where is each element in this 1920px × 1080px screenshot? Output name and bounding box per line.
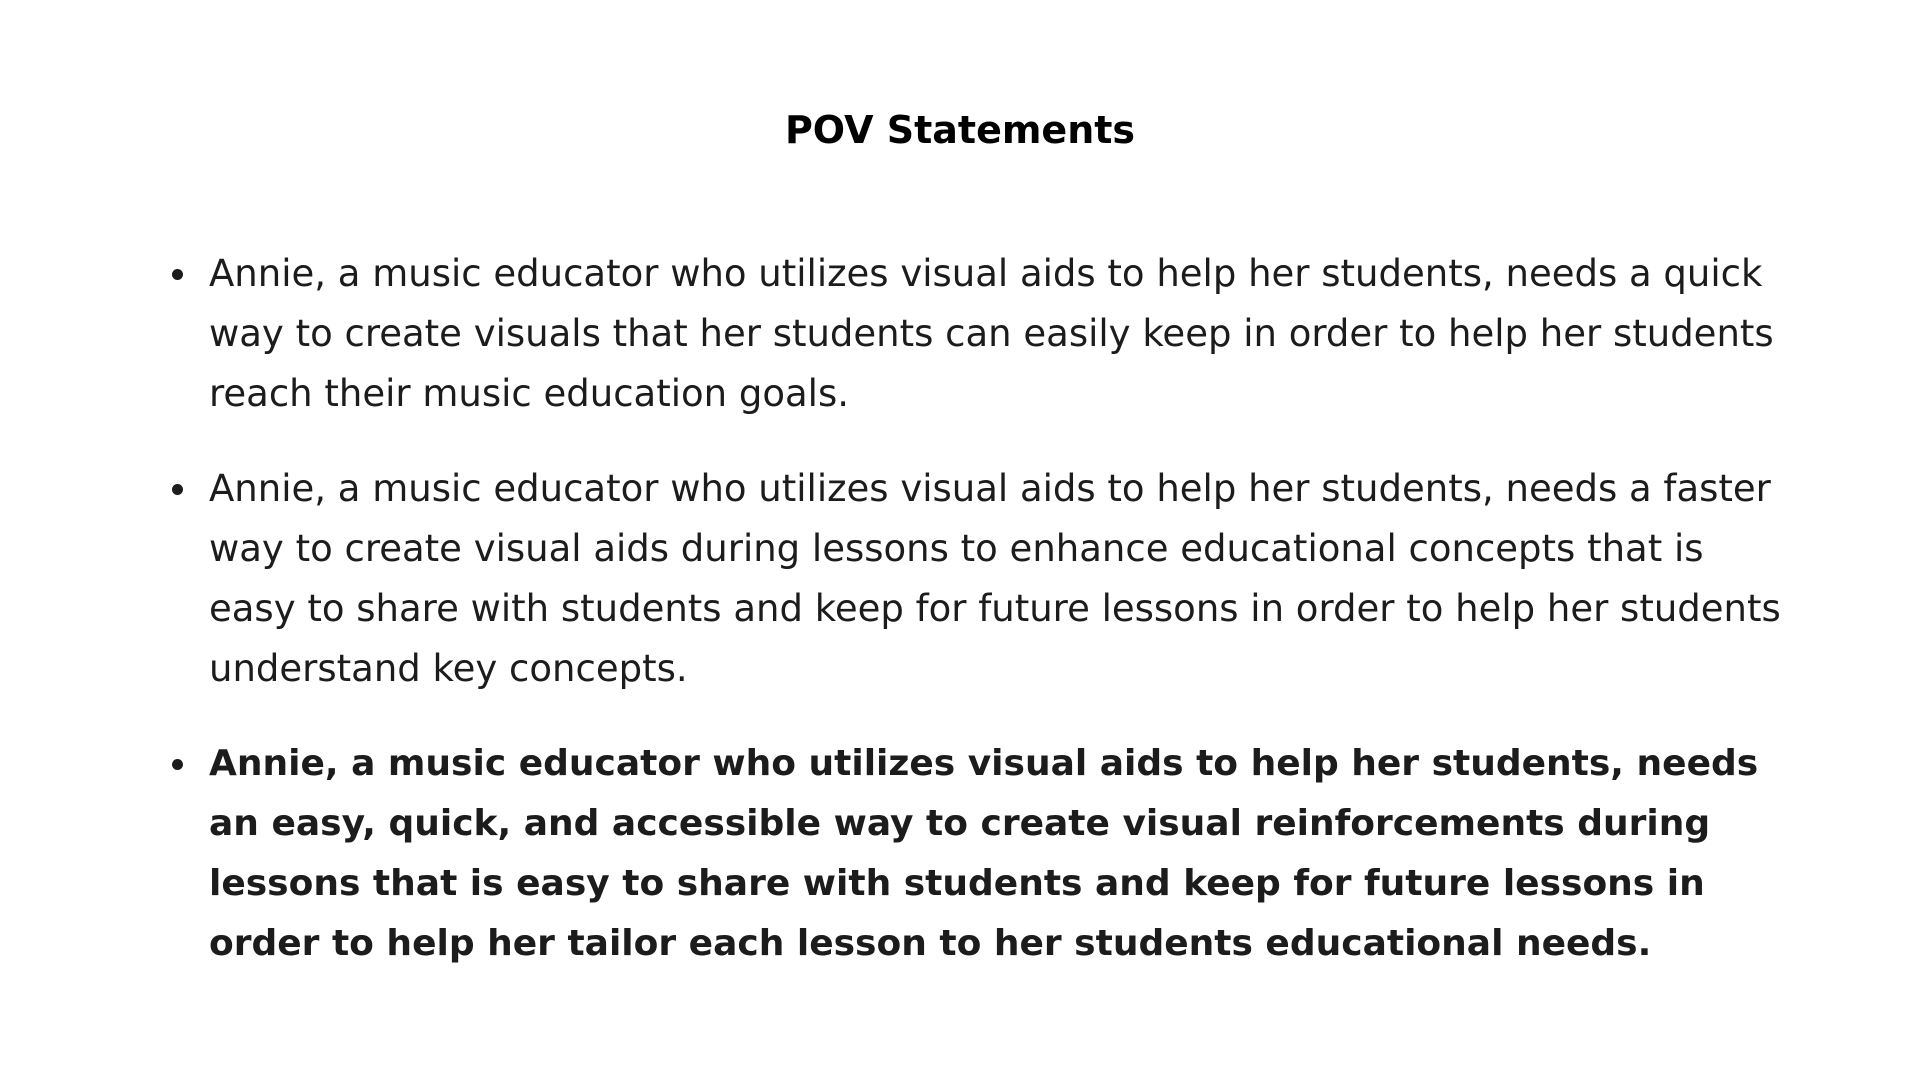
bullet-dot-icon	[172, 484, 183, 495]
bullet-dot-icon	[172, 269, 183, 280]
pov-statement-3	[209, 734, 1789, 974]
pov-statement-2	[209, 459, 1789, 699]
pov-statement-1	[209, 244, 1789, 424]
pov-statement-list	[209, 244, 1789, 1009]
pov-statement-1-text: Annie, a music educator who utilizes visual aids to help her students, needs a quick way to create visuals that her students can easily keep in order to help her students reach their music education goals.	[209, 252, 1774, 415]
bullet-dot-icon	[172, 759, 183, 770]
pov-statement-2-text: Annie, a music educator who utilizes visual aids to help her students, needs a faster way to create visual aids during lessons to enhance educational concepts that is easy to share with students and keep for future lessons in order to help her students understand key concepts.	[209, 467, 1781, 690]
slide-title: POV Statements	[784, 108, 1136, 152]
pov-statement-3-text: Annie, a music educator who utilizes visual aids to help her students, needs an easy, quick, and accessible way to create visual reinforcements during lessons that is easy to share with students and keep for future lessons in order to help her tailor each lesson to her students educational needs.	[209, 743, 1759, 964]
